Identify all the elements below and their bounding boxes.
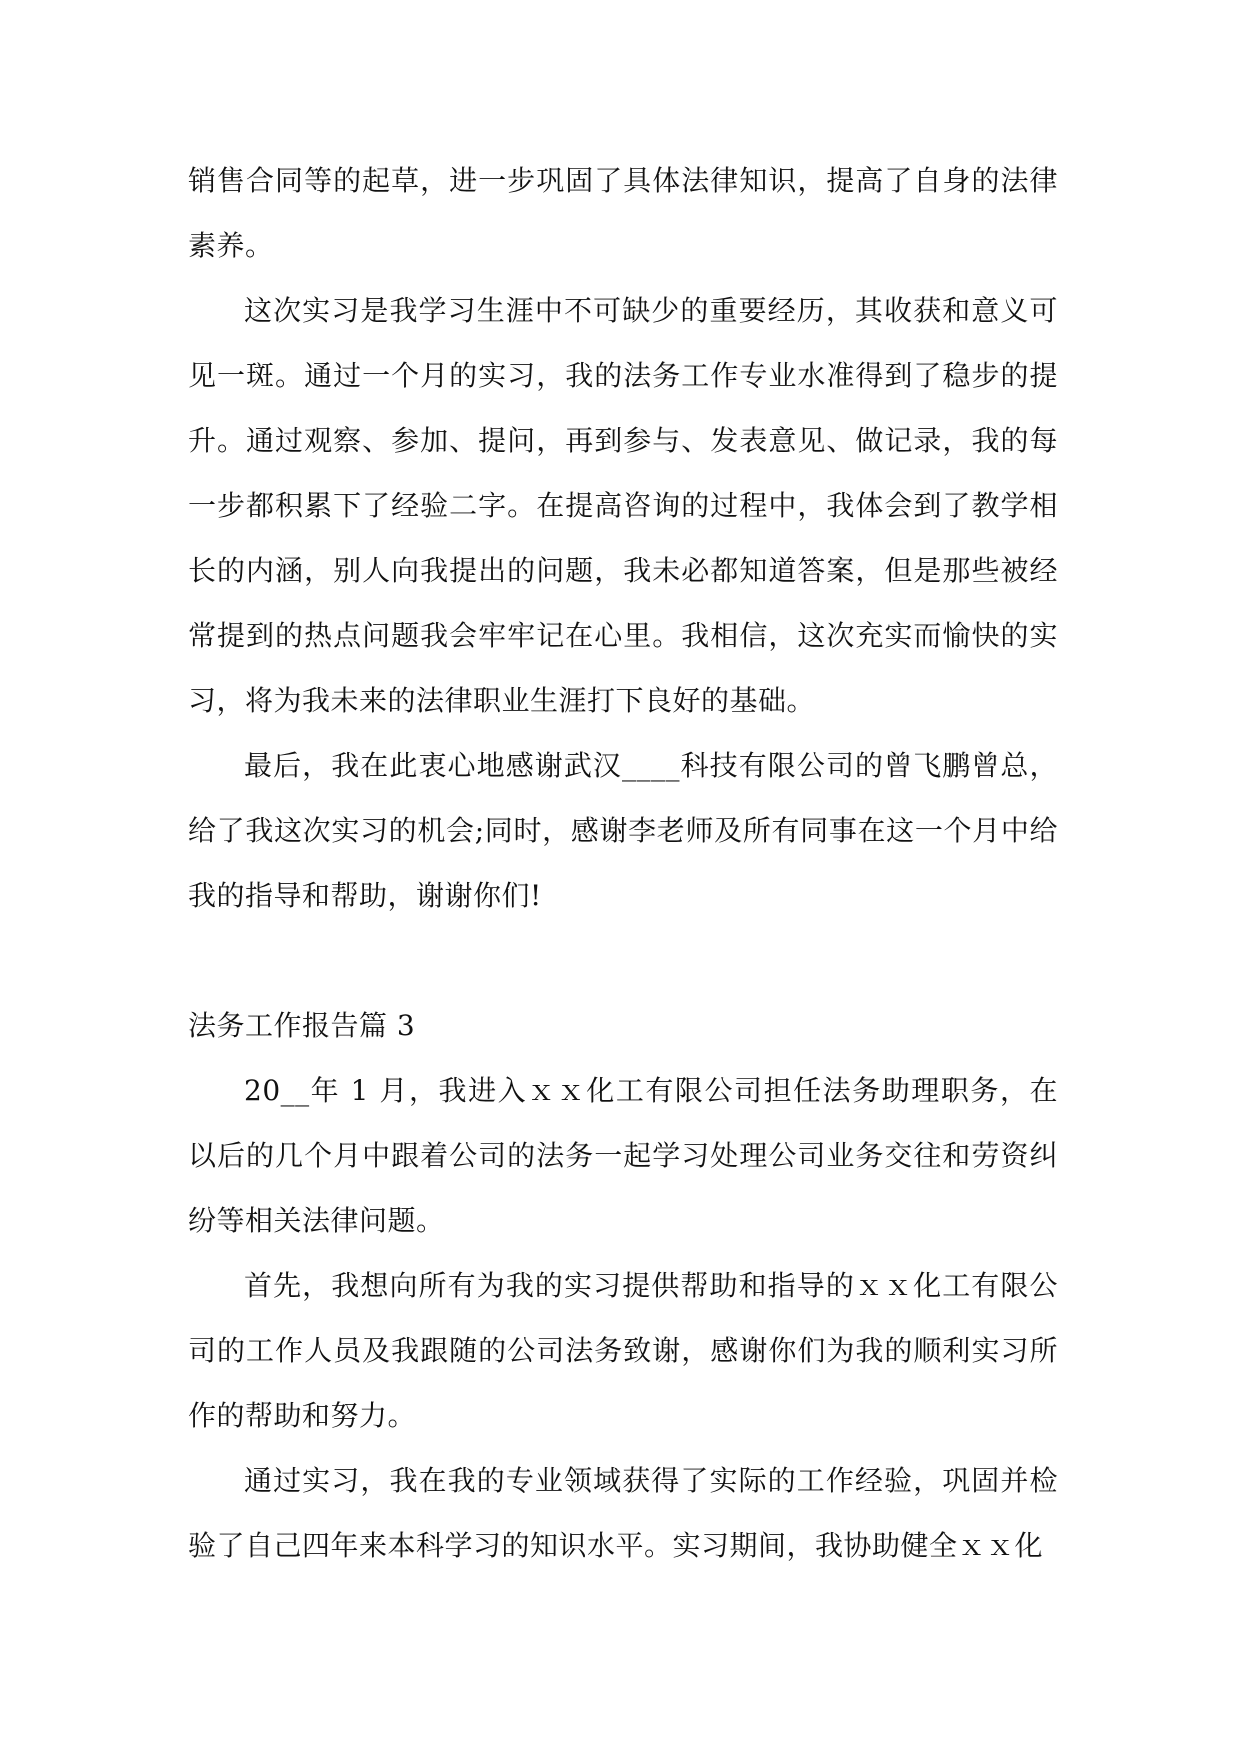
paragraph-thanks: 首先，我想向所有为我的实习提供帮助和指导的ｘｘ化工有限公司的工作人员及我跟随的公司法务致谢，感谢你们为我的顺利实习所作的帮助和努力。 <box>188 1269 1058 1432</box>
document-body <box>188 148 1058 1578</box>
paragraph-acknowledgement: 最后，我在此衷心地感谢武汉____科技有限公司的曾飞鹏曾总，给了我这次实习的机会;同时，感谢李老师及所有同事在这一个月中给我的指导和帮助，谢谢你们! <box>188 749 1058 912</box>
paragraph-intro: 20__年 1 月，我进入ｘｘ化工有限公司担任法务助理职务，在以后的几个月中跟着公司的法务一起学习处理公司业务交往和劳资纠纷等相关法律问题。 <box>188 1074 1058 1237</box>
paragraph-continued: 销售合同等的起草，进一步巩固了具体法律知识，提高了自身的法律素养。 <box>188 164 1058 262</box>
paragraph-internship-significance: 这次实习是我学习生涯中不可缺少的重要经历，其收获和意义可见一斑。通过一个月的实习，我的法务工作专业水准得到了稳步的提升。通过观察、参加、提问，再到参与、发表意见、做记录，我的每一步都积累下了经验二字。在提高咨询的过程中，我体会到了教学相长的内涵，别人向我提出的问题，我未必都知道答案，但是那些被经常提到的热点问题我会牢牢记在心里。我相信，这次充实而愉快的实习，将为我未来的法律职业生涯打下良好的基础。 <box>188 294 1058 717</box>
paragraph-experience: 通过实习，我在我的专业领域获得了实际的工作经验，巩固并检验了自己四年来本科学习的知识水平。实习期间，我协助健全ｘｘ化 <box>188 1464 1058 1562</box>
section-spacer <box>188 928 1058 993</box>
section-title: 法务工作报告篇 3 <box>188 1009 416 1042</box>
